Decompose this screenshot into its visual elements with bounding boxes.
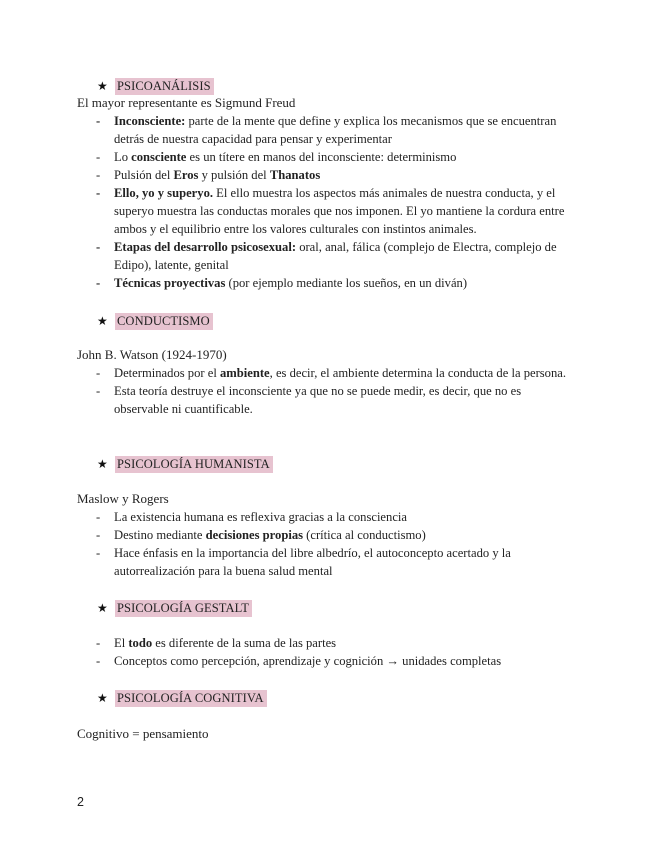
heading-text: CONDUCTISMO [115, 313, 213, 330]
section-heading-cognitiva [97, 688, 267, 708]
list-item: - Técnicas proyectivas (por ejemplo mediante los sueños, en un diván) [96, 276, 468, 290]
intro-text: Cognitivo = pensamiento [77, 726, 209, 741]
intro-text: El mayor representante es Sigmund Freud [77, 95, 296, 110]
heading-text: PSICOANÁLISIS [115, 78, 214, 95]
star-icon: ★ [97, 601, 108, 615]
list-item: - Inconsciente: parte de la mente que define y explica los mecanismos que se encuentran detrás de nuestra capacidad para pensar y experimentar [96, 114, 557, 146]
list-item: - Conceptos como percepción, aprendizaje y cognición → unidades completas [96, 654, 502, 668]
heading-text: PSICOLOGÍA GESTALT [115, 600, 252, 617]
heading-text: PSICOLOGÍA COGNITIVA [115, 690, 267, 707]
bullet-list-psicoanalisis [96, 112, 576, 292]
star-icon: ★ [97, 79, 108, 93]
bullet-list-conductismo [96, 364, 576, 418]
bullet-list-humanista [96, 508, 576, 580]
section-heading-conductismo [97, 311, 213, 331]
list-item: - Ello, yo y superyo. El ello muestra los aspectos más animales de nuestra conducta, y el superyo muestra las conductas morales que nos imponen. El yo mantiene la cordura entre ambos y el equilibrio entre los valores culturales con instintos animales. [96, 186, 565, 236]
list-item: - La existencia humana es reflexiva gracias a la consciencia [96, 510, 408, 524]
section-heading-gestalt [97, 598, 252, 618]
star-icon: ★ [97, 691, 108, 705]
intro-text: John B. Watson (1924-1970) [77, 347, 227, 362]
star-icon: ★ [97, 457, 108, 471]
list-item: - El todo es diferente de la suma de las partes [96, 636, 337, 650]
section-heading-psicoanalisis [97, 76, 214, 96]
list-item: - Hace énfasis en la importancia del libre albedrío, el autoconcepto acertado y la autorrealización para la buena salud mental [96, 546, 511, 578]
list-item: - Etapas del desarrollo psicosexual: oral, anal, fálica (complejo de Electra, complejo de Edipo), latente, genital [96, 240, 557, 272]
bullet-list-gestalt [96, 634, 576, 670]
heading-text: PSICOLOGÍA HUMANISTA [115, 456, 273, 473]
star-icon: ★ [97, 314, 108, 328]
list-item: - Lo consciente es un títere en manos del inconsciente: determinismo [96, 150, 457, 164]
list-item: - Pulsión del Eros y pulsión del Thanatos [96, 168, 321, 182]
list-item: - Esta teoría destruye el inconsciente ya que no se puede medir, es decir, que no es observable ni cuantificable. [96, 384, 522, 416]
section-heading-humanista [97, 454, 273, 474]
list-item: - Determinados por el ambiente, es decir, el ambiente determina la conducta de la persona. [96, 366, 567, 380]
page-number: 2 [77, 795, 84, 809]
list-item: - Destino mediante decisiones propias (crítica al conductismo) [96, 528, 426, 542]
intro-text: Maslow y Rogers [77, 491, 169, 506]
